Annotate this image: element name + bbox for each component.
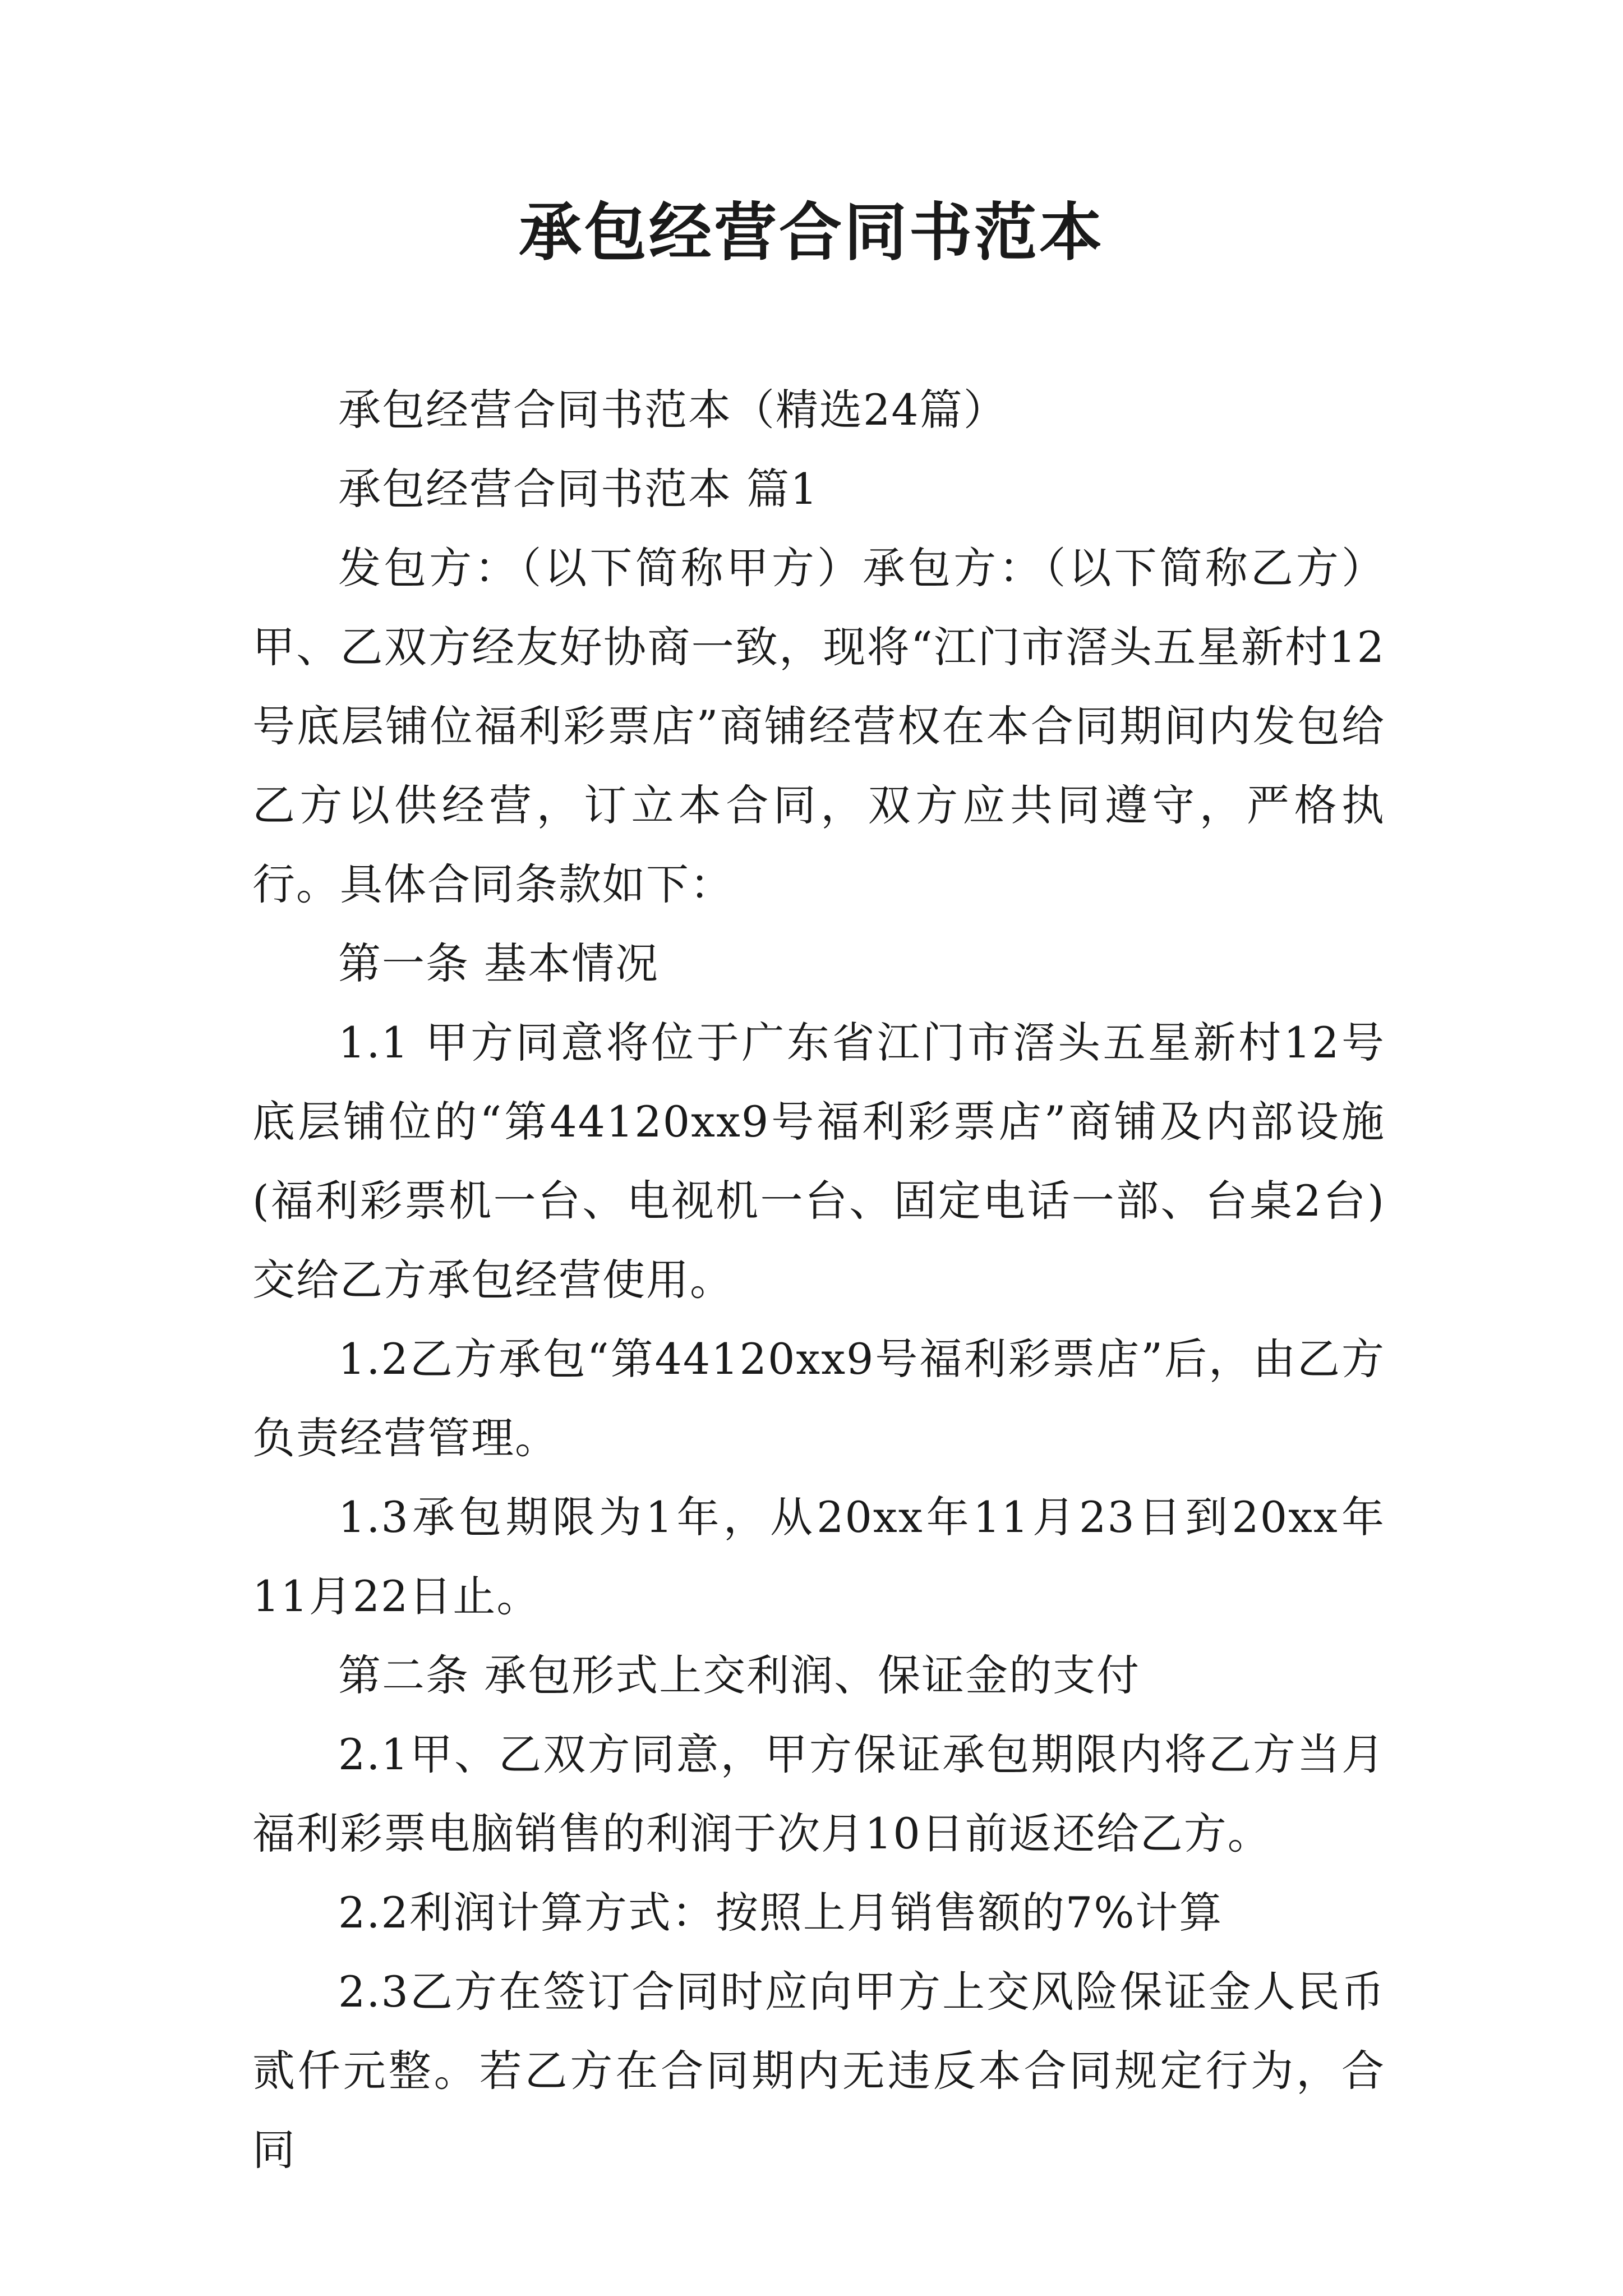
document-title: 承包经营合同书范本: [519, 196, 1104, 269]
paragraph-article-2-heading: 第二条 承包形式上交利润、保证金的支付: [338, 1650, 1141, 1700]
paragraph-article-1-heading: 第一条 基本情况: [338, 938, 660, 988]
paragraph-clause-1-2: 1.2乙方承包“第44120xx9号福利彩票店”后，由乙方负责经营管理。: [252, 1334, 1385, 1463]
paragraph-subtitle: 承包经营合同书范本（精选24篇）: [338, 385, 1007, 435]
document-body: [252, 370, 1385, 2189]
paragraph-clause-2-3: 2.3乙方在签订合同时应向甲方上交风险保证金人民币贰仟元整。若乙方在合同期内无违反本合同规定行为，合同: [252, 1967, 1385, 2175]
paragraph-clause-2-1: 2.1甲、乙双方同意，甲方保证承包期限内将乙方当月福利彩票电脑销售的利润于次月10日前返还给乙方。: [252, 1729, 1385, 1858]
paragraph-parties: 发包方：（以下简称甲方）承包方：（以下简称乙方）甲、乙双方经友好协商一致，现将“江门市滘头五星新村12号底层铺位福利彩票店”商铺经营权在本合同期间内发包给乙方以供经营，订立本合同，双方应共同遵守，严格执行。具体合同条款如下：: [252, 543, 1385, 909]
paragraph-section-heading: 承包经营合同书范本 篇1: [338, 464, 819, 514]
paragraph-clause-1-1: 1.1 甲方同意将位于广东省江门市滘头五星新村12号底层铺位的“第44120xx9号福利彩票店”商铺及内部设施(福利彩票机一台、电视机一台、固定电话一部、台桌2台)交给乙方承包经营使用。: [252, 1018, 1385, 1305]
paragraph-clause-1-3: 1.3承包期限为1年，从20xx年11月23日到20xx年11月22日止。: [252, 1492, 1385, 1621]
paragraph-clause-2-2: 2.2利润计算方式：按照上月销售额的7%计算: [338, 1888, 1223, 1938]
